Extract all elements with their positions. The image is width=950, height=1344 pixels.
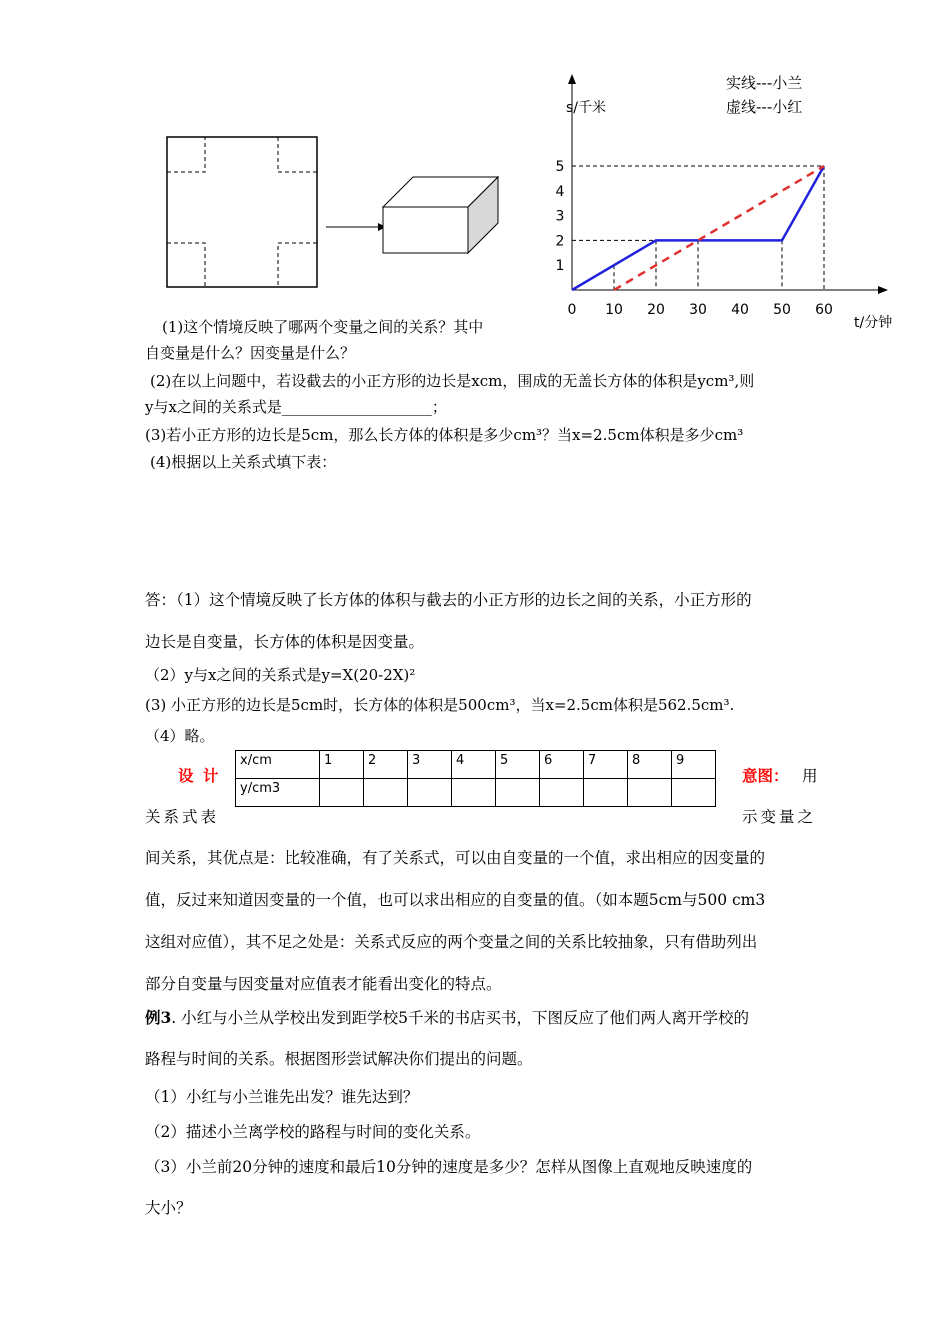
example3-q3b: 大小？ xyxy=(145,1199,192,1217)
table-cell xyxy=(496,779,540,807)
box-folding-figure xyxy=(150,125,510,295)
y-tick-label: 2 xyxy=(555,233,565,250)
table-cell: 9 xyxy=(672,751,716,779)
x-tick-label: 50 xyxy=(773,302,791,318)
design-line1-right: 示变量之 xyxy=(742,808,817,826)
legend-dashed: 虚线---小红 xyxy=(726,98,803,116)
question-3: (3)若小正方形的边长是5cm，那么长方体的体积是多少cm³？当x=2.5cm体积是多少cm³ xyxy=(145,426,744,444)
design-line5: 部分自变量与因变量对应值表才能看出变化的特点。 xyxy=(145,975,502,993)
x-tick-label: 20 xyxy=(647,302,665,318)
table-cell: 5 xyxy=(496,751,540,779)
answer-1a: 答：（1）这个情境反映了长方体的体积与截去的小正方形的边长之间的关系，小正方形的 xyxy=(145,591,752,609)
table-row xyxy=(236,779,716,807)
question-1a: (1)这个情境反映了哪两个变量之间的关系？其中 xyxy=(162,318,484,336)
design-line1-left: 关系式表 xyxy=(145,808,220,826)
x-tick-label: 40 xyxy=(731,302,749,318)
example3-line2: 路程与时间的关系。根据图形尝试解决你们提出的问题。 xyxy=(145,1050,533,1068)
table-cell: 2 xyxy=(364,751,408,779)
table-cell xyxy=(540,779,584,807)
table-cell: 6 xyxy=(540,751,584,779)
design-intent-label: 意图： xyxy=(742,767,789,785)
example3-q2: （2）描述小兰离学校的路程与时间的变化关系。 xyxy=(145,1123,481,1141)
example3-label: 例3 xyxy=(145,1008,172,1027)
legend-solid: 实线---小兰 xyxy=(726,74,803,92)
table-cell xyxy=(408,779,452,807)
design-line3: 值，反过来知道因变量的一个值，也可以求出相应的自变量的值。（如本题5cm与500 cm3 xyxy=(145,891,766,909)
table-cell: 8 xyxy=(628,751,672,779)
cut-corner-lines xyxy=(167,137,317,287)
design-line4: 这组对应值），其不足之处是：关系式反应的两个变量之间的关系比较抽象，只有借助列出 xyxy=(145,933,758,951)
table-cell: 3 xyxy=(408,751,452,779)
table-cell xyxy=(672,779,716,807)
answer-3: (3) 小正方形的边长是5cm时，长方体的体积是500cm³，当x=2.5cm体积是562.5cm³. xyxy=(145,696,735,714)
design-line2: 间关系，其优点是：比较准确，有了关系式，可以由自变量的一个值，求出相应的因变量的 xyxy=(145,849,766,867)
square-sheet xyxy=(167,137,317,287)
design-label: 设 计 xyxy=(178,767,221,785)
table-cell: 4 xyxy=(452,751,496,779)
answer-1b: 边长是自变量，长方体的体积是因变量。 xyxy=(145,633,425,651)
table-row xyxy=(236,751,716,779)
table-cell: 7 xyxy=(584,751,628,779)
answer-2: （2）y与x之间的关系式是y=X(20-2X)² xyxy=(145,666,416,684)
open-box xyxy=(383,177,498,253)
x-tick-label: 60 xyxy=(815,302,833,318)
y-tick-label: 3 xyxy=(555,208,565,225)
example3-q1: （1）小红与小兰谁先出发？谁先达到？ xyxy=(145,1088,419,1106)
y-axis-label: s/千米 xyxy=(566,100,607,116)
question-4: (4)根据以上关系式填下表： xyxy=(150,453,337,471)
table-cell xyxy=(364,779,408,807)
x-axis-label: t/分钟 xyxy=(854,315,893,331)
question-1b: 自变量是什么？因变量是什么？ xyxy=(145,344,356,362)
table-cell xyxy=(584,779,628,807)
example3-line1: 例3. 小红与小兰从学校出发到距学校5千米的书店买书，下图反应了他们两人离开学校的 xyxy=(145,1008,750,1027)
x-tick-label: 30 xyxy=(689,302,707,318)
table-cell xyxy=(452,779,496,807)
design-text-start: 用 xyxy=(802,767,818,785)
table-cell: y/cm3 xyxy=(236,779,320,807)
y-tick-label: 1 xyxy=(555,258,565,275)
y-tick-label: 4 xyxy=(555,183,565,200)
example3-q3a: （3）小兰前20分钟的速度和最后10分钟的速度是多少？怎样从图像上直观地反映速度的 xyxy=(145,1158,753,1176)
table-cell xyxy=(628,779,672,807)
distance-time-chart xyxy=(548,70,920,338)
question-2b: y与x之间的关系式是____________________； xyxy=(145,398,447,416)
value-table xyxy=(235,750,716,807)
question-2a: (2)在以上问题中，若设截去的小正方形的边长是xcm，围成的无盖长方体的体积是ycm³,则 xyxy=(150,372,755,390)
table-cell: x/cm xyxy=(236,751,320,779)
y-tick-label: 5 xyxy=(555,159,565,175)
table-cell xyxy=(320,779,364,807)
answer-4: （4）略。 xyxy=(145,727,215,745)
table-cell: 1 xyxy=(320,751,364,779)
x-tick-label: 10 xyxy=(605,302,623,318)
series-line-xiaohong xyxy=(614,166,824,290)
x-tick-label: 0 xyxy=(567,302,577,318)
